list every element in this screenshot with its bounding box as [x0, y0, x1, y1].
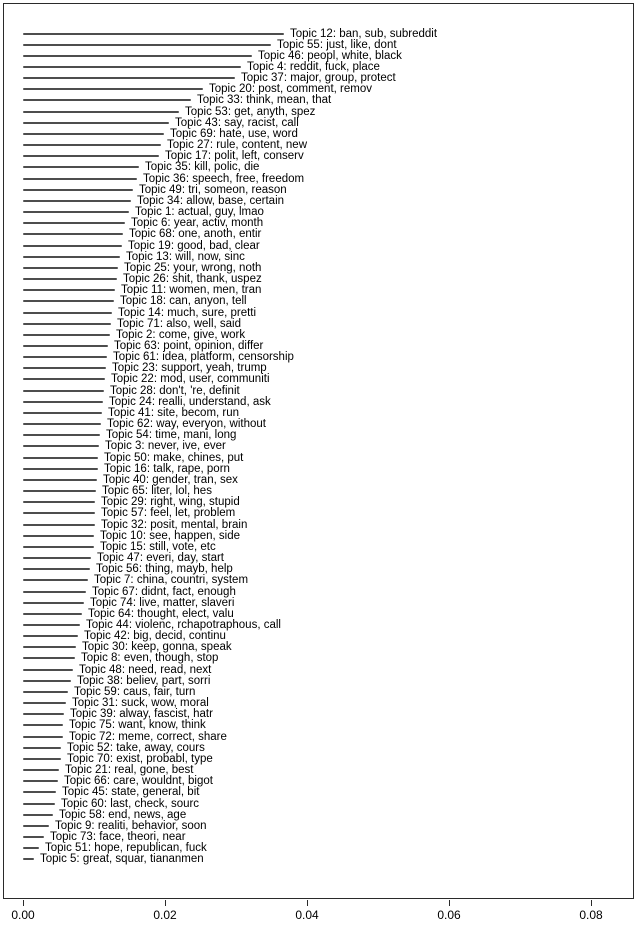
topic-line-segment — [23, 434, 100, 436]
topic-line-segment — [23, 323, 111, 325]
topic-line-segment — [23, 122, 169, 124]
topic-line-segment — [23, 747, 61, 749]
x-axis-tick-label: 0.08 — [579, 908, 603, 922]
topic-line-segment — [23, 568, 90, 570]
topic-label: Topic 44: violenc, rchapotraphous, call — [86, 618, 281, 631]
topic-label: Topic 15: still, vote, etc — [100, 540, 216, 553]
topic-label: Topic 74: live, matter, slaveri — [90, 596, 235, 609]
topic-label: Topic 35: kill, polic, die — [145, 161, 260, 174]
topic-line-segment — [23, 591, 86, 593]
topic-line-segment — [23, 256, 120, 258]
topic-line-segment — [23, 635, 78, 637]
topic-line-segment — [23, 189, 133, 191]
topic-line-segment — [23, 512, 95, 514]
topic-line-segment — [23, 133, 164, 135]
topic-label: Topic 66: care, wouldnt, bigot — [64, 775, 213, 788]
topic-line-segment — [23, 680, 71, 682]
topic-line-segment — [23, 490, 96, 492]
topic-line-segment — [23, 579, 88, 581]
topic-label: Topic 11: women, men, tran — [121, 284, 262, 297]
topic-label: Topic 63: point, opinion, differ — [114, 339, 264, 352]
topic-line-segment — [23, 814, 53, 816]
topic-line-segment — [23, 524, 95, 526]
topic-label: Topic 3: never, ive, ever — [105, 440, 226, 453]
topic-label: Topic 42: big, decid, continu — [84, 630, 226, 643]
topic-label: Topic 12: ban, sub, subreddit — [290, 27, 438, 40]
topic-label: Topic 48: need, read, next — [79, 663, 212, 676]
topic-label: Topic 5: great, squar, tiananmen — [40, 853, 204, 866]
topic-label: Topic 37: major, group, protect — [241, 72, 396, 85]
topic-line-segment — [23, 267, 118, 269]
x-axis-tick — [591, 900, 592, 906]
topic-line-segment — [23, 155, 159, 157]
topic-line-segment — [23, 758, 61, 760]
topic-label: Topic 46: peopl, white, black — [258, 49, 402, 62]
topic-label: Topic 10: see, happen, side — [100, 529, 241, 542]
topic-label: Topic 53: get, anyth, spez — [185, 105, 316, 118]
topic-line-segment — [23, 289, 115, 291]
topic-label: Topic 75: want, know, think — [69, 719, 206, 732]
topic-label: Topic 18: can, anyon, tell — [120, 295, 247, 308]
topic-line-segment — [23, 423, 101, 425]
topic-label: Topic 14: much, sure, pretti — [118, 306, 257, 319]
topic-line-segment — [23, 624, 80, 626]
topic-label: Topic 47: everi, day, start — [97, 552, 224, 565]
topic-label: Topic 36: speech, free, freedom — [143, 172, 305, 185]
topic-line-segment — [23, 200, 131, 202]
topic-line-segment — [23, 791, 56, 793]
topic-label: Topic 64: thought, elect, valu — [88, 607, 234, 620]
topic-line-segment — [23, 166, 139, 168]
topic-label: Topic 69: hate, use, word — [170, 127, 298, 140]
topic-line-segment — [23, 445, 99, 447]
topic-line-segment — [23, 736, 63, 738]
topic-label: Topic 1: actual, guy, lmao — [135, 206, 264, 219]
topic-label: Topic 43: say, racist, call — [175, 116, 299, 129]
x-axis-tick — [449, 900, 450, 906]
topic-label: Topic 17: polit, left, conserv — [165, 150, 304, 163]
topic-line-segment — [23, 367, 106, 369]
topic-label: Topic 28: don't, 're, definit — [110, 384, 240, 397]
topic-line-segment — [23, 111, 179, 113]
topic-line-segment — [23, 66, 241, 68]
topic-label: Topic 16: talk, rape, porn — [104, 462, 230, 475]
topic-label: Topic 72: meme, correct, share — [69, 730, 227, 743]
topic-line-segment — [23, 222, 125, 224]
x-axis-tick-label: 0.02 — [153, 908, 177, 922]
topic-label: Topic 60: last, check, sourc — [61, 797, 200, 810]
topic-label: Topic 59: caus, fair, turn — [74, 685, 196, 698]
topic-line-segment — [23, 412, 102, 414]
x-axis-tick — [165, 900, 166, 906]
topic-line-segment — [23, 702, 66, 704]
topic-label: Topic 56: thing, mayb, help — [96, 563, 233, 576]
topic-line-segment — [23, 211, 129, 213]
topic-line-segment — [23, 356, 107, 358]
topic-line-segment — [23, 602, 84, 604]
topic-line-segment — [23, 557, 91, 559]
topic-line-segment — [23, 691, 68, 693]
topic-label: Topic 50: make, chines, put — [104, 451, 244, 464]
topic-line-segment — [23, 55, 252, 57]
topic-line-segment — [23, 390, 104, 392]
topic-label: Topic 52: take, away, cours — [67, 741, 205, 754]
topic-line-segment — [23, 300, 114, 302]
topic-line-segment — [23, 657, 75, 659]
x-axis-tick — [23, 900, 24, 906]
topic-label: Topic 40: gender, tran, sex — [103, 473, 238, 486]
topic-line-segment — [23, 312, 112, 314]
topic-label: Topic 31: suck, wow, moral — [72, 697, 209, 710]
topic-label: Topic 13: will, now, sinc — [126, 250, 245, 263]
topic-line-segment — [23, 178, 137, 180]
topic-line-segment — [23, 669, 73, 671]
topic-line-segment — [23, 535, 94, 537]
topic-line-segment — [23, 88, 203, 90]
topic-label: Topic 51: hope, republican, fuck — [45, 842, 207, 855]
topic-label: Topic 22: mod, user, communiti — [111, 373, 270, 386]
topic-line-segment — [23, 836, 44, 838]
topic-line-segment — [23, 724, 63, 726]
topic-label: Topic 38: believ, part, sorri — [77, 674, 211, 687]
topic-label: Topic 30: keep, gonna, speak — [82, 641, 232, 654]
topic-label: Topic 70: exist, probabl, type — [67, 752, 213, 765]
topic-label: Topic 23: support, yeah, trump — [112, 362, 267, 375]
topic-label: Topic 62: way, everyon, without — [107, 418, 266, 431]
topic-line-segment — [23, 713, 64, 715]
topic-line-segment — [23, 233, 123, 235]
topic-line-segment — [23, 457, 98, 459]
topic-label: Topic 24: realli, understand, ask — [109, 395, 271, 408]
topic-line-segment — [23, 646, 76, 648]
topic-line-segment — [23, 33, 284, 35]
topic-line-segment — [23, 401, 103, 403]
topic-label: Topic 34: allow, base, certain — [137, 194, 285, 207]
topic-label: Topic 49: tri, someon, reason — [139, 183, 287, 196]
x-axis-tick-label: 0.06 — [437, 908, 461, 922]
topic-label: Topic 32: posit, mental, brain — [101, 518, 248, 531]
topic-line-segment — [23, 77, 235, 79]
topic-label: Topic 58: end, news, age — [59, 808, 187, 821]
topic-label: Topic 8: even, though, stop — [81, 652, 219, 665]
topic-label: Topic 71: also, well, said — [117, 317, 242, 330]
topic-label: Topic 41: site, becom, run — [108, 406, 240, 419]
topic-label: Topic 20: post, comment, remov — [209, 83, 372, 96]
topic-label: Topic 33: think, mean, that — [197, 94, 332, 107]
topic-label: Topic 39: alway, fascist, hatr — [70, 708, 213, 721]
topic-label: Topic 54: time, mani, long — [106, 429, 237, 442]
topic-line-segment — [23, 278, 117, 280]
topic-line-segment — [23, 780, 58, 782]
topic-line-segment — [23, 144, 161, 146]
topic-label: Topic 25: your, wrong, noth — [124, 261, 262, 274]
topic-line-segment — [23, 803, 55, 805]
topic-line-segment — [23, 858, 34, 860]
topic-line-segment — [23, 345, 108, 347]
topic-line-segment — [23, 378, 105, 380]
topic-label: Topic 26: shit, thank, uspez — [123, 273, 262, 286]
topic-label: Topic 6: year, activ, month — [131, 217, 264, 230]
topic-label: Topic 61: idea, platform, censorship — [113, 351, 294, 364]
topic-line-segment — [23, 825, 49, 827]
topic-line-segment — [23, 245, 122, 247]
topic-label: Topic 7: china, countri, system — [94, 574, 249, 587]
topic-label: Topic 29: right, wing, stupid — [101, 496, 240, 509]
topic-line-segment — [23, 334, 110, 336]
topic-label: Topic 67: didnt, fact, enough — [92, 585, 236, 598]
topic-label: Topic 9: realiti, behavior, soon — [55, 819, 207, 832]
topic-label: Topic 65: liter, lol, hes — [102, 485, 212, 498]
topic-label: Topic 68: one, anoth, entir — [129, 228, 262, 241]
topic-label: Topic 4: reddit, fuck, place — [247, 60, 380, 73]
topic-line-segment — [23, 847, 39, 849]
topic-label: Topic 45: state, general, bit — [62, 786, 200, 799]
x-axis-tick-label: 0.04 — [295, 908, 319, 922]
topic-label: Topic 21: real, gone, best — [65, 764, 194, 777]
x-axis-tick-label: 0.00 — [11, 908, 35, 922]
topic-row — [0, 853, 640, 865]
topic-label: Topic 57: feel, let, problem — [101, 507, 236, 520]
topic-line-segment — [23, 44, 271, 46]
x-axis-tick — [307, 900, 308, 906]
topic-line-segment — [23, 468, 98, 470]
topic-line-segment — [23, 546, 94, 548]
topic-label: Topic 19: good, bad, clear — [128, 239, 260, 252]
topic-label: Topic 27: rule, content, new — [167, 139, 307, 152]
topic-label: Topic 2: come, give, work — [116, 328, 246, 341]
topic-line-segment — [23, 99, 191, 101]
topic-line-segment — [23, 613, 82, 615]
topic-label: Topic 55: just, like, dont — [277, 38, 397, 51]
topic-line-segment — [23, 501, 95, 503]
topic-line-segment — [23, 479, 97, 481]
topic-line-segment — [23, 769, 59, 771]
topic-label: Topic 73: face, theori, near — [50, 831, 186, 844]
